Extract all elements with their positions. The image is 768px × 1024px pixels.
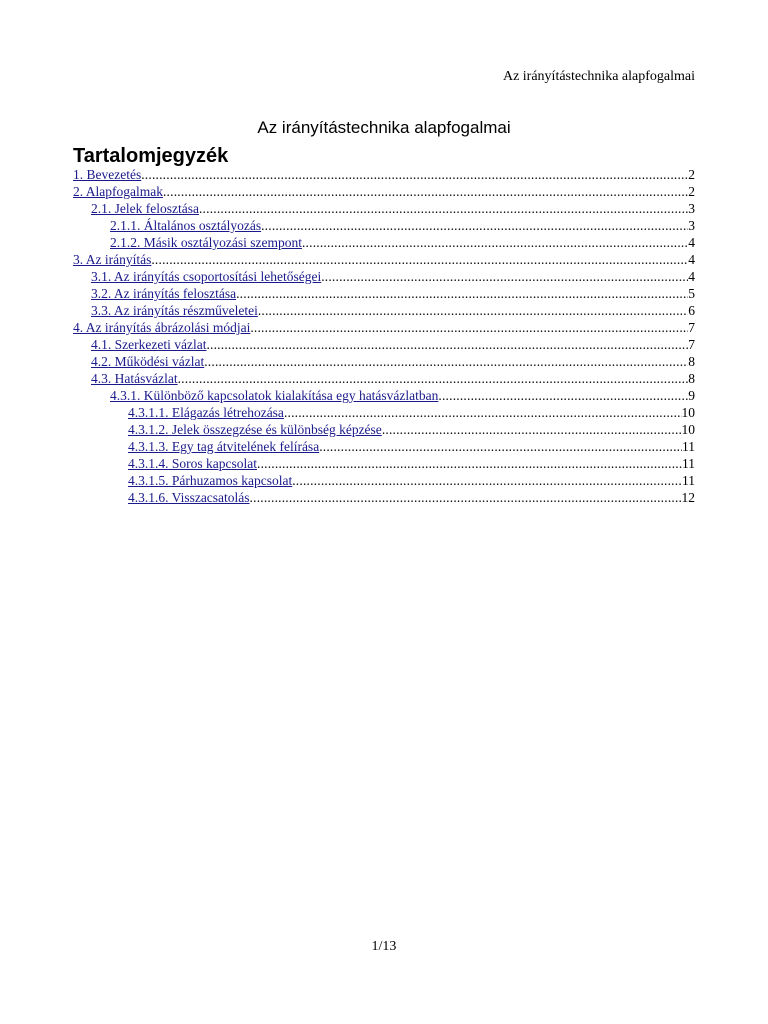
toc-dot-leader (292, 472, 682, 489)
toc-page-number: 9 (688, 388, 695, 403)
toc-page-number: 2 (688, 167, 695, 182)
toc-entry-link[interactable]: 4.3.1.3. Egy tag átvitelének felírása (128, 439, 320, 454)
toc-dot-leader (151, 251, 688, 268)
toc-dot-leader (250, 489, 682, 506)
toc-entry (73, 489, 695, 506)
running-header: Az irányítástechnika alapfogalmai (502, 69, 695, 84)
toc-dot-leader (178, 370, 689, 387)
toc-page-number: 11 (682, 473, 695, 488)
toc-page-number: 2 (688, 184, 695, 199)
toc-entry-link[interactable]: 3.2. Az irányítás felosztása (91, 286, 237, 301)
toc-entry-link[interactable]: 4.1. Szerkezeti vázlat (91, 337, 207, 352)
toc-dot-leader (382, 421, 682, 438)
toc-dot-leader (321, 268, 688, 285)
toc-dot-leader (258, 302, 688, 319)
toc-entry-link[interactable]: 2.1.2. Másik osztályozási szempont (110, 235, 302, 250)
toc-entry-link[interactable]: 3. Az irányítás (73, 252, 152, 267)
toc-dot-leader (257, 455, 682, 472)
toc-page-number: 3 (688, 201, 695, 216)
toc-entry-link[interactable]: 3.1. Az irányítás csoportosítási lehetőségei (91, 269, 322, 284)
toc-entry-link[interactable]: 4.2. Működési vázlat (91, 354, 205, 369)
toc-entry-link[interactable]: 4.3.1.6. Visszacsatolás (128, 490, 250, 505)
page-number-footer: 1/13 (371, 939, 397, 954)
toc-entry (73, 455, 695, 472)
toc-entry (73, 268, 695, 285)
toc-page-number: 11 (682, 456, 695, 471)
toc-page-number: 8 (688, 371, 695, 386)
toc-entry-link[interactable]: 2. Alapfogalmak (73, 184, 163, 199)
toc-page-number: 7 (688, 337, 695, 352)
toc-page-number: 11 (682, 439, 695, 454)
toc-page-number: 3 (688, 218, 695, 233)
document-title: Az irányítástechnika alapfogalmai (257, 118, 511, 137)
toc-entry-link[interactable]: 2.1. Jelek felosztása (91, 201, 199, 216)
toc-entry (73, 302, 695, 319)
toc-entry (73, 200, 695, 217)
toc-page-number: 10 (681, 405, 695, 420)
toc-dot-leader (163, 183, 688, 200)
toc-dot-leader (284, 404, 682, 421)
toc-entry (73, 319, 695, 336)
toc-entry-link[interactable]: 4. Az irányítás ábrázolási módjai (73, 320, 251, 335)
toc-entry-link[interactable]: 3.3. Az irányítás részműveletei (91, 303, 258, 318)
toc-entry (73, 387, 695, 404)
toc-page-number: 4 (688, 235, 695, 250)
toc-entry (73, 404, 695, 421)
toc-entry (73, 472, 695, 489)
toc-dot-leader (261, 217, 688, 234)
toc-dot-leader (438, 387, 688, 404)
toc-heading: Tartalomjegyzék (73, 145, 229, 167)
toc-dot-leader (199, 200, 688, 217)
toc-page-number: 7 (688, 320, 695, 335)
toc-entry (73, 421, 695, 438)
toc-dot-leader (206, 336, 688, 353)
toc-page-number: 8 (688, 354, 695, 369)
toc-entry-link[interactable]: 1. Bevezetés (73, 167, 142, 182)
toc-entry-link[interactable]: 4.3.1.1. Elágazás létrehozása (128, 405, 284, 420)
toc-entry (73, 166, 695, 183)
toc-entry (73, 234, 695, 251)
toc-page-number: 12 (681, 490, 695, 505)
toc-dot-leader (141, 166, 688, 183)
toc-page-number: 6 (688, 303, 695, 318)
table-of-contents (73, 166, 695, 506)
toc-dot-leader (319, 438, 682, 455)
toc-entry-link[interactable]: 4.3.1.5. Párhuzamos kapcsolat (128, 473, 293, 488)
toc-page-number: 4 (688, 252, 695, 267)
toc-entry (73, 285, 695, 302)
toc-entry (73, 438, 695, 455)
toc-dot-leader (302, 234, 688, 251)
toc-dot-leader (250, 319, 688, 336)
toc-entry (73, 353, 695, 370)
toc-entry (73, 336, 695, 353)
toc-page-number: 4 (688, 269, 695, 284)
toc-page-number: 5 (688, 286, 695, 301)
toc-entry (73, 370, 695, 387)
toc-entry-link[interactable]: 4.3.1.2. Jelek összegzése és különbség képzése (128, 422, 382, 437)
toc-dot-leader (236, 285, 688, 302)
toc-entry-link[interactable]: 2.1.1. Általános osztályozás (110, 218, 262, 233)
toc-dot-leader (204, 353, 688, 370)
toc-page-number: 10 (681, 422, 695, 437)
toc-entry-link[interactable]: 4.3. Hatásvázlat (91, 371, 178, 386)
toc-entry-link[interactable]: 4.3.1. Különböző kapcsolatok kialakítása egy hatásvázlatban (110, 388, 439, 403)
toc-entry (73, 217, 695, 234)
toc-entry (73, 183, 695, 200)
toc-entry-link[interactable]: 4.3.1.4. Soros kapcsolat (128, 456, 257, 471)
toc-entry (73, 251, 695, 268)
